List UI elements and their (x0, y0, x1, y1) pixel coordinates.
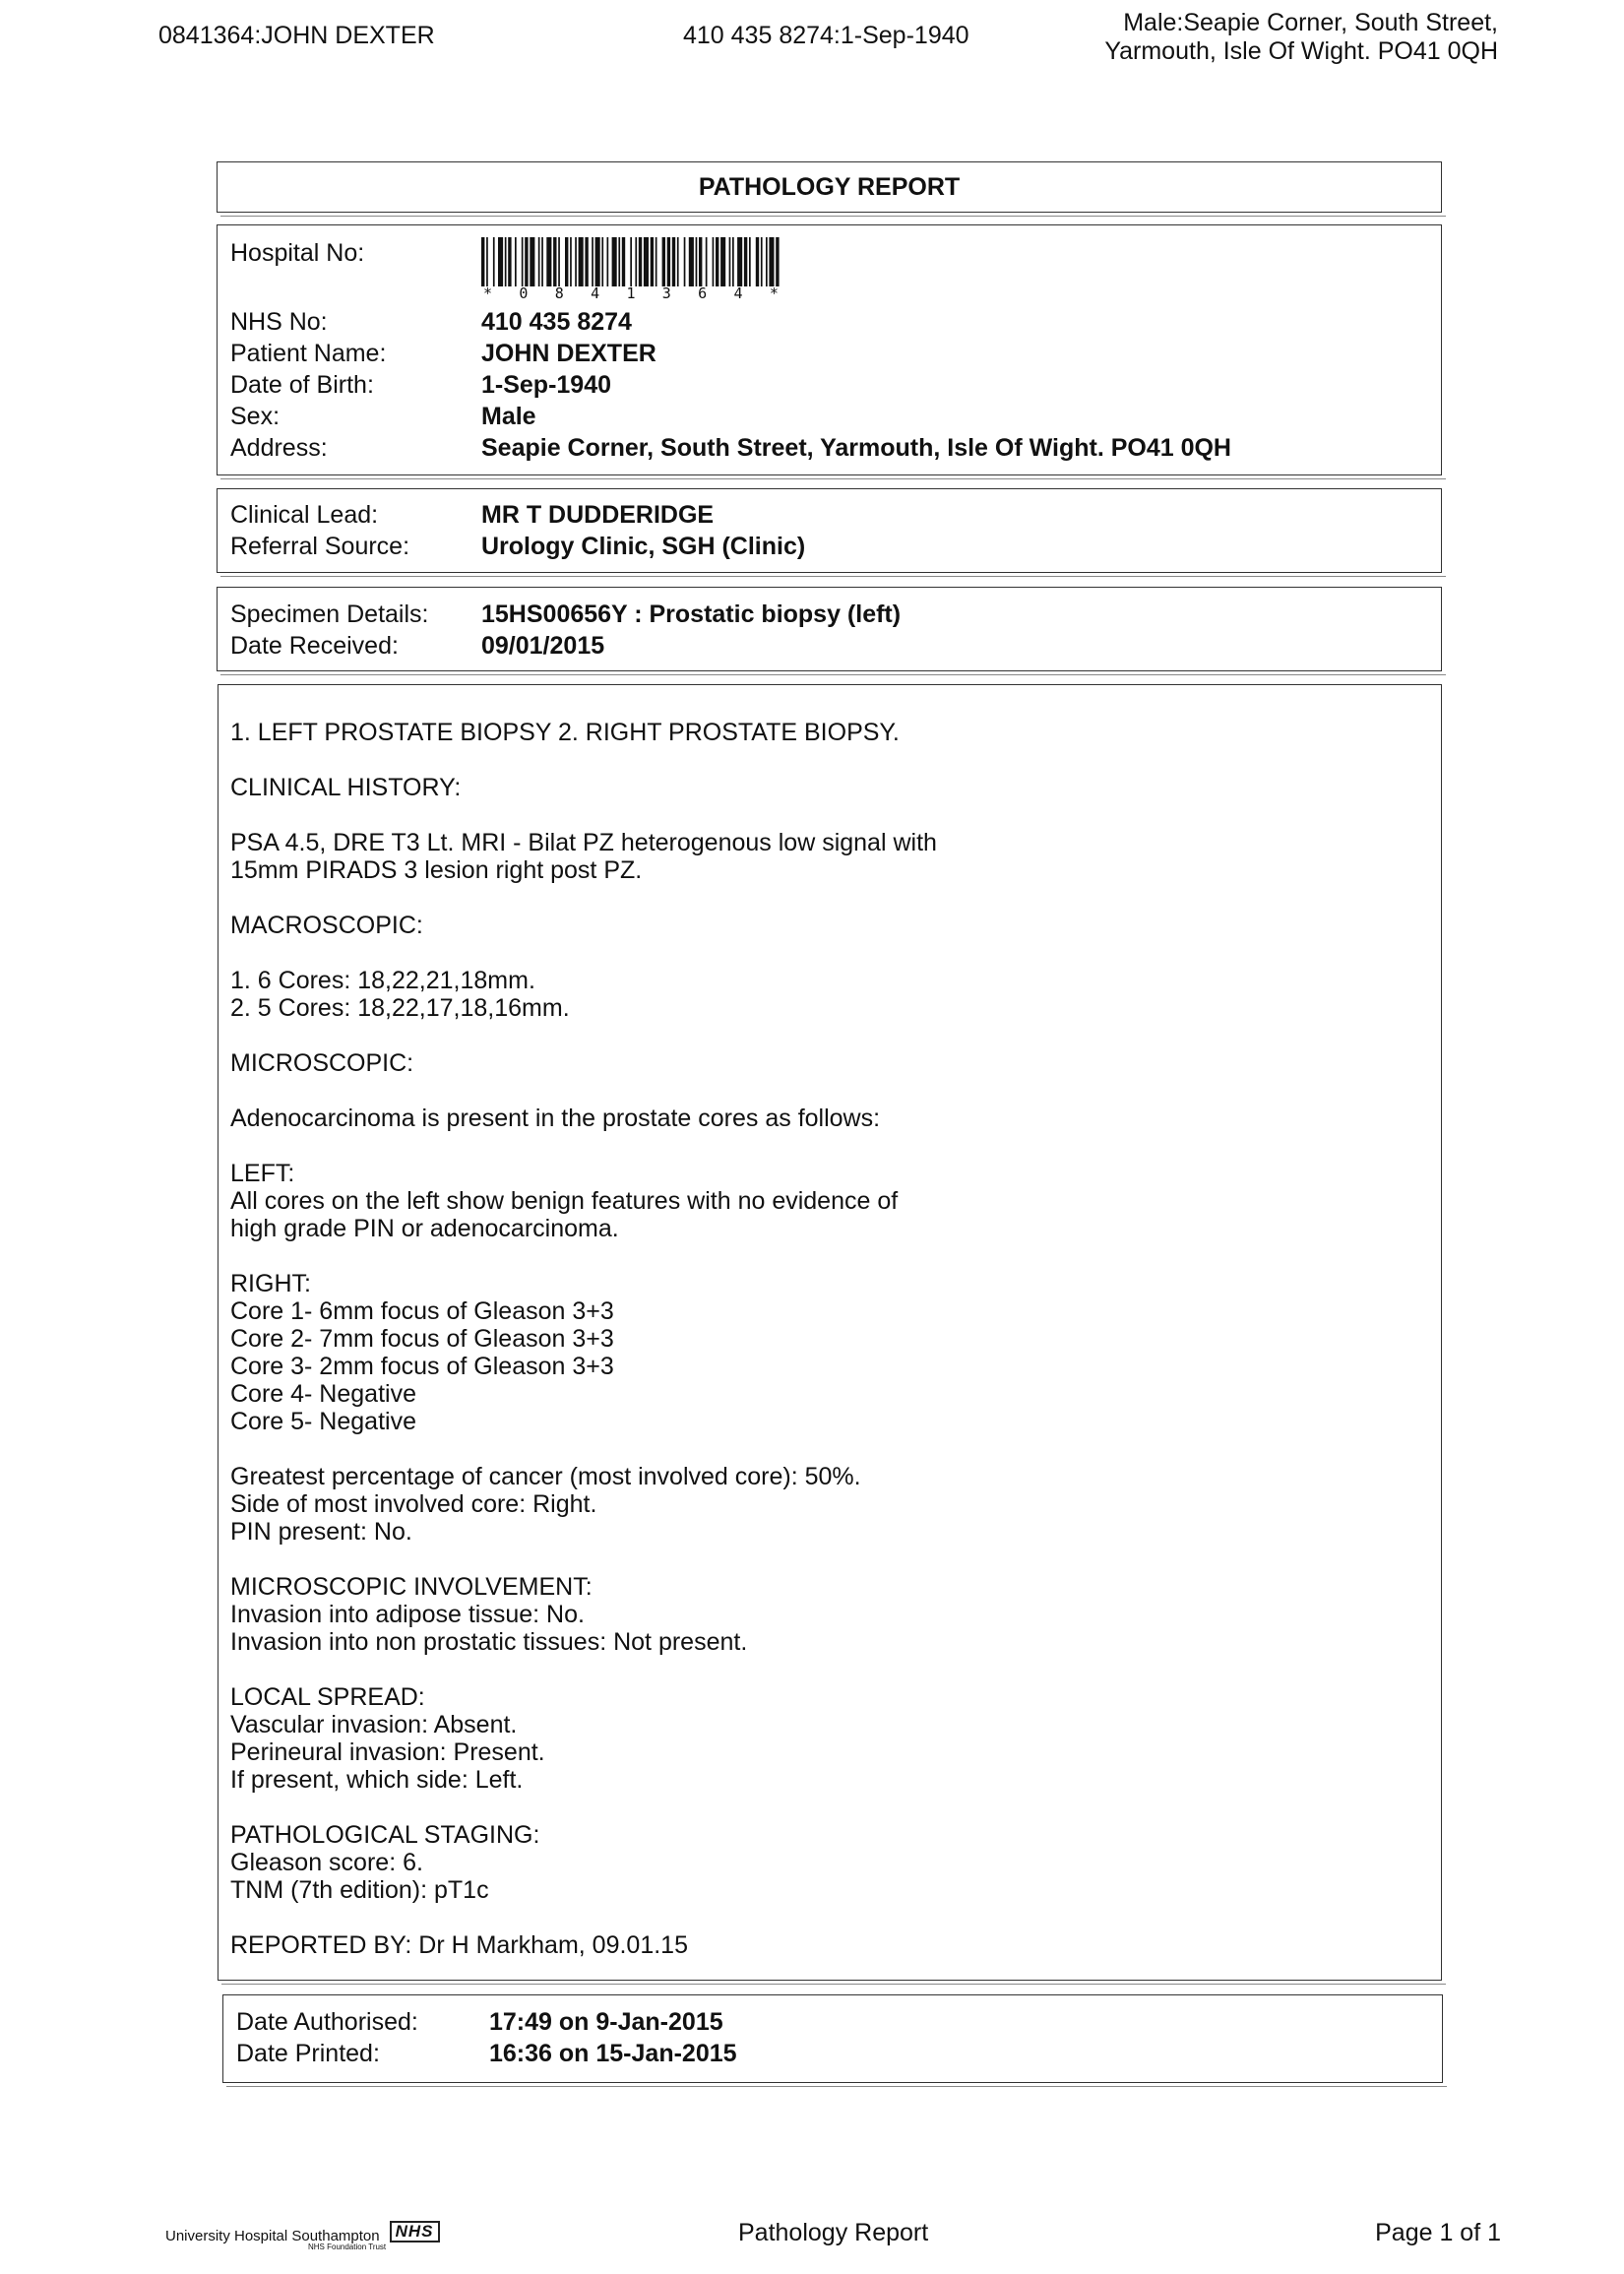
report-body-box (218, 684, 1442, 1981)
date-printed-value: 16:36 on 15-Jan-2015 (489, 2040, 737, 2067)
header-address-line1: Male:Seapie Corner, South Street, (1123, 9, 1498, 36)
microscopic-heading: MICROSCOPIC: (230, 1049, 414, 1077)
microscopic-involvement: MICROSCOPIC INVOLVEMENT: Invasion into adipose tissue: No. Invasion into non prostatic tissues: Not present. (230, 1573, 748, 1656)
local-spread: LOCAL SPREAD: Vascular invasion: Absent. Perineural invasion: Present. If present, which side: Left. (230, 1683, 545, 1794)
page-number: Page 1 of 1 (1375, 2219, 1501, 2246)
referral-value: Urology Clinic, SGH (Clinic) (481, 533, 806, 560)
macroscopic-heading: MACROSCOPIC: (230, 912, 423, 939)
patient-name-label: Patient Name: (230, 340, 387, 367)
barcode-digit: 4 (591, 284, 600, 302)
microscopic-intro: Adenocarcinoma is present in the prostate cores as follows: (230, 1105, 881, 1132)
reported-by: REPORTED BY: Dr H Markham, 09.01.15 (230, 1931, 688, 1959)
address-value: Seapie Corner, South Street, Yarmouth, Isle Of Wight. PO41 0QH (481, 434, 1231, 462)
barcode-image (481, 237, 781, 286)
address-label: Address: (230, 434, 328, 462)
barcode-digit: 6 (698, 284, 708, 302)
clinical-lead-label: Clinical Lead: (230, 501, 379, 529)
nhs-no-value: 410 435 8274 (481, 308, 632, 336)
specimen-details-value: 15HS00656Y : Prostatic biopsy (left) (481, 600, 902, 628)
date-authorised-label: Date Authorised: (236, 2008, 418, 2036)
clinical-history-heading: CLINICAL HISTORY: (230, 774, 462, 801)
header-address (1104, 9, 1498, 66)
barcode-digit: * (769, 284, 779, 302)
hospital-name: University Hospital Southampton (165, 2228, 380, 2244)
date-received-value: 09/01/2015 (481, 632, 605, 660)
specimen-box (217, 587, 1442, 671)
sex-value: Male (481, 403, 536, 430)
header-patient-id: 0841364:JOHN DEXTER (158, 22, 435, 49)
report-text (230, 719, 937, 1987)
barcode-digit: 3 (661, 284, 671, 302)
summary-findings: Greatest percentage of cancer (most involved core): 50%. Side of most involved core: Right. PIN present: No. (230, 1463, 861, 1546)
foundation-trust-label: NHS Foundation Trust (308, 2242, 387, 2251)
nhs-logo-mark: NHS (390, 2221, 440, 2242)
date-authorised-value: 17:49 on 9-Jan-2015 (489, 2008, 723, 2036)
referral-label: Referral Source: (230, 533, 410, 560)
barcode-digit: 8 (554, 284, 564, 302)
barcode-digit: 4 (733, 284, 743, 302)
clinical-box (217, 488, 1442, 573)
header-address-line2: Yarmouth, Isle Of Wight. PO41 0QH (1104, 37, 1498, 65)
patient-details-box (217, 224, 1442, 475)
report-title: PATHOLOGY REPORT (217, 161, 1442, 213)
pathological-staging: PATHOLOGICAL STAGING: Gleason score: 6. TNM (7th edition): pT1c (230, 1821, 540, 1904)
sex-label: Sex: (230, 403, 281, 430)
clinical-history-text: PSA 4.5, DRE T3 Lt. MRI - Bilat PZ heterogenous low signal with 15mm PIRADS 3 lesion right post PZ. (230, 829, 937, 884)
dob-value: 1-Sep-1940 (481, 371, 612, 399)
date-printed-label: Date Printed: (236, 2040, 380, 2067)
right-findings: RIGHT: Core 1- 6mm focus of Gleason 3+3 Core 2- 7mm focus of Gleason 3+3 Core 3- 2mm focus of Gleason 3+3 Core 4- Negative Core 5- Negative (230, 1270, 614, 1435)
header-nhs-dob: 410 435 8274:1-Sep-1940 (683, 22, 969, 49)
authorisation-box (222, 1994, 1443, 2083)
barcode-digit: 1 (626, 284, 636, 302)
macroscopic-text: 1. 6 Cores: 18,22,21,18mm. 2. 5 Cores: 18,22,17,18,16mm. (230, 967, 570, 1022)
report-specimens: 1. LEFT PROSTATE BIOPSY 2. RIGHT PROSTATE BIOPSY. (230, 719, 900, 746)
barcode-digit: * (483, 284, 493, 302)
barcode-digit: 0 (519, 284, 529, 302)
hospital-logo (165, 2221, 440, 2251)
date-received-label: Date Received: (230, 632, 399, 660)
nhs-no-label: NHS No: (230, 308, 328, 336)
hospital-no-label: Hospital No: (230, 239, 365, 267)
footer-title: Pathology Report (738, 2219, 929, 2246)
left-findings: LEFT: All cores on the left show benign features with no evidence of high grade PIN or adenocarcinoma. (230, 1160, 899, 1242)
clinical-lead-value: MR T DUDDERIDGE (481, 501, 715, 529)
specimen-details-label: Specimen Details: (230, 600, 429, 628)
barcode-digits (481, 284, 781, 302)
dob-label: Date of Birth: (230, 371, 374, 399)
patient-name-value: JOHN DEXTER (481, 340, 656, 367)
